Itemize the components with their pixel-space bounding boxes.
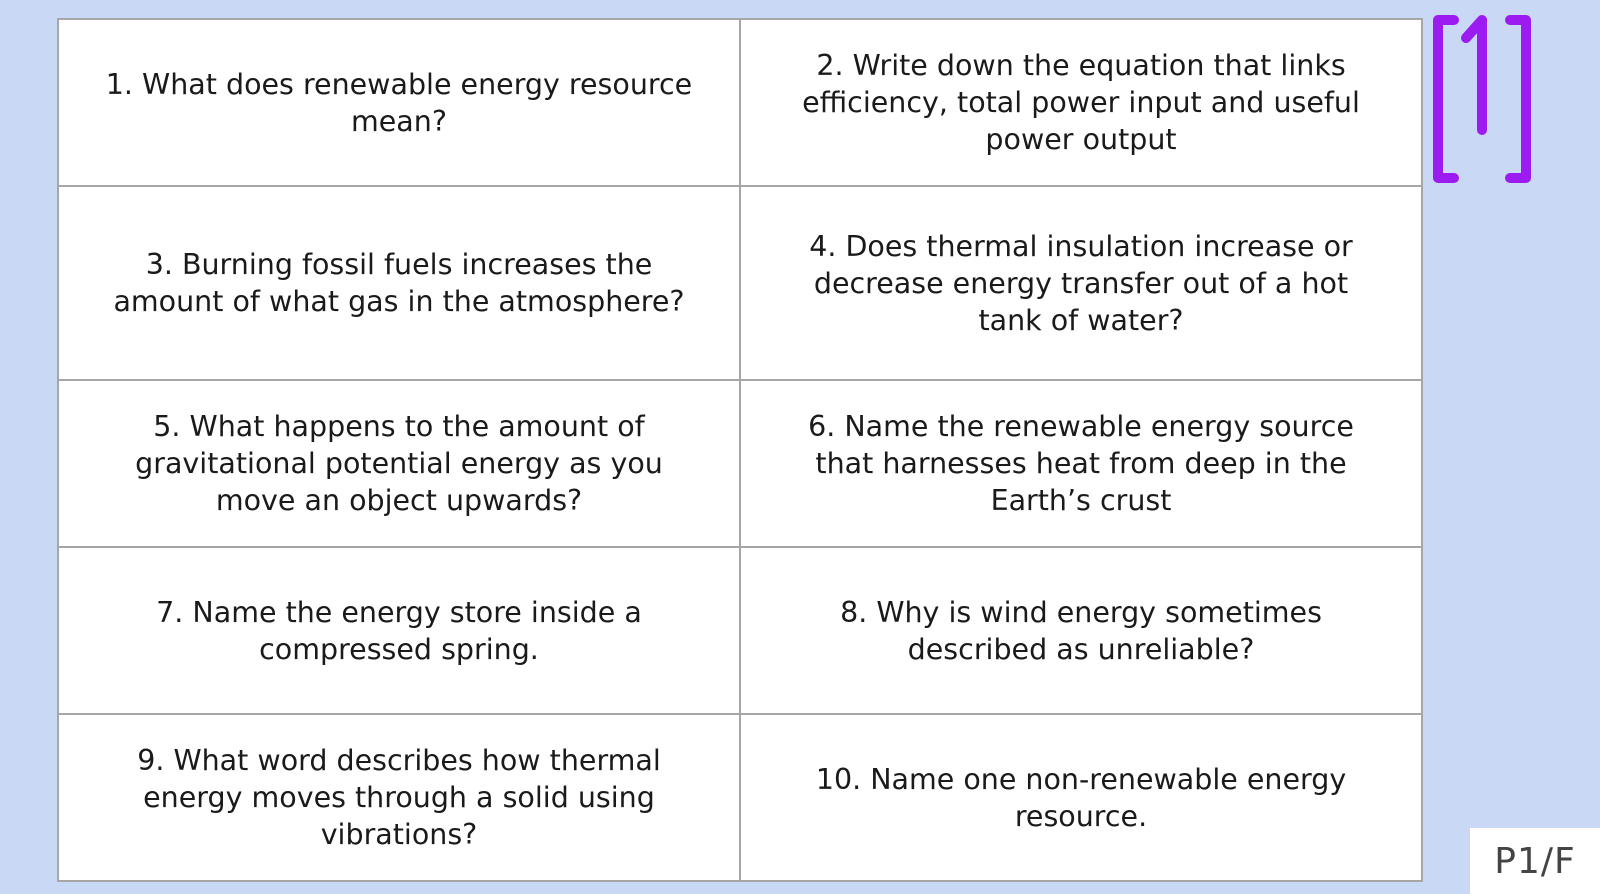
question-text-6: 6. Name the renewable energy source that harnesses heat from deep in the Earth’s crust [808, 410, 1354, 517]
question-text-5: 5. What happens to the amount of gravitational potential energy as you move an object upwards? [135, 410, 663, 517]
grid-row [58, 19, 1422, 186]
marks-right-bracket [1510, 20, 1526, 178]
question-cell-1 [58, 19, 740, 186]
marks-digit-one [1466, 20, 1482, 130]
question-text-7: 7. Name the energy store inside a compressed spring. [156, 595, 642, 666]
question-cell-10 [740, 714, 1422, 881]
question-cell-7 [58, 547, 740, 714]
question-cell-4 [740, 186, 1422, 380]
question-text-3: 3. Burning fossil fuels increases the amount of what gas in the atmosphere? [113, 248, 685, 318]
code-label: P1/F [1494, 840, 1576, 882]
grid-row [58, 547, 1422, 714]
question-text-10: 10. Name one non-renewable energy resource. [815, 762, 1347, 833]
question-text-2: 2. Write down the equation that links efficiency, total power input and useful power output [802, 49, 1360, 156]
grid-row [58, 714, 1422, 881]
question-text-1: 1. What does renewable energy resource mean? [105, 67, 693, 138]
grid-row [58, 186, 1422, 380]
question-text-8: 8. Why is wind energy sometimes described as unreliable? [840, 595, 1322, 666]
marks-left-bracket [1438, 20, 1454, 178]
question-cell-2 [740, 19, 1422, 186]
question-cell-6 [740, 380, 1422, 547]
question-cell-9 [58, 714, 740, 881]
marks-badge [1428, 12, 1562, 188]
marks-label: [1] [1428, 12, 1430, 13]
question-cell-5 [58, 380, 740, 547]
marks-badge-glyph [1438, 20, 1526, 178]
code-tag [1470, 828, 1600, 894]
question-text-9: 9. What word describes how thermal energy moves through a solid using vibrations? [137, 744, 661, 851]
question-text-4: 4. Does thermal insulation increase or decrease energy transfer out of a hot tank of water? [809, 229, 1353, 337]
question-cell-3 [58, 186, 740, 380]
question-cell-8 [740, 547, 1422, 714]
question-grid [57, 18, 1423, 882]
grid-row [58, 380, 1422, 547]
